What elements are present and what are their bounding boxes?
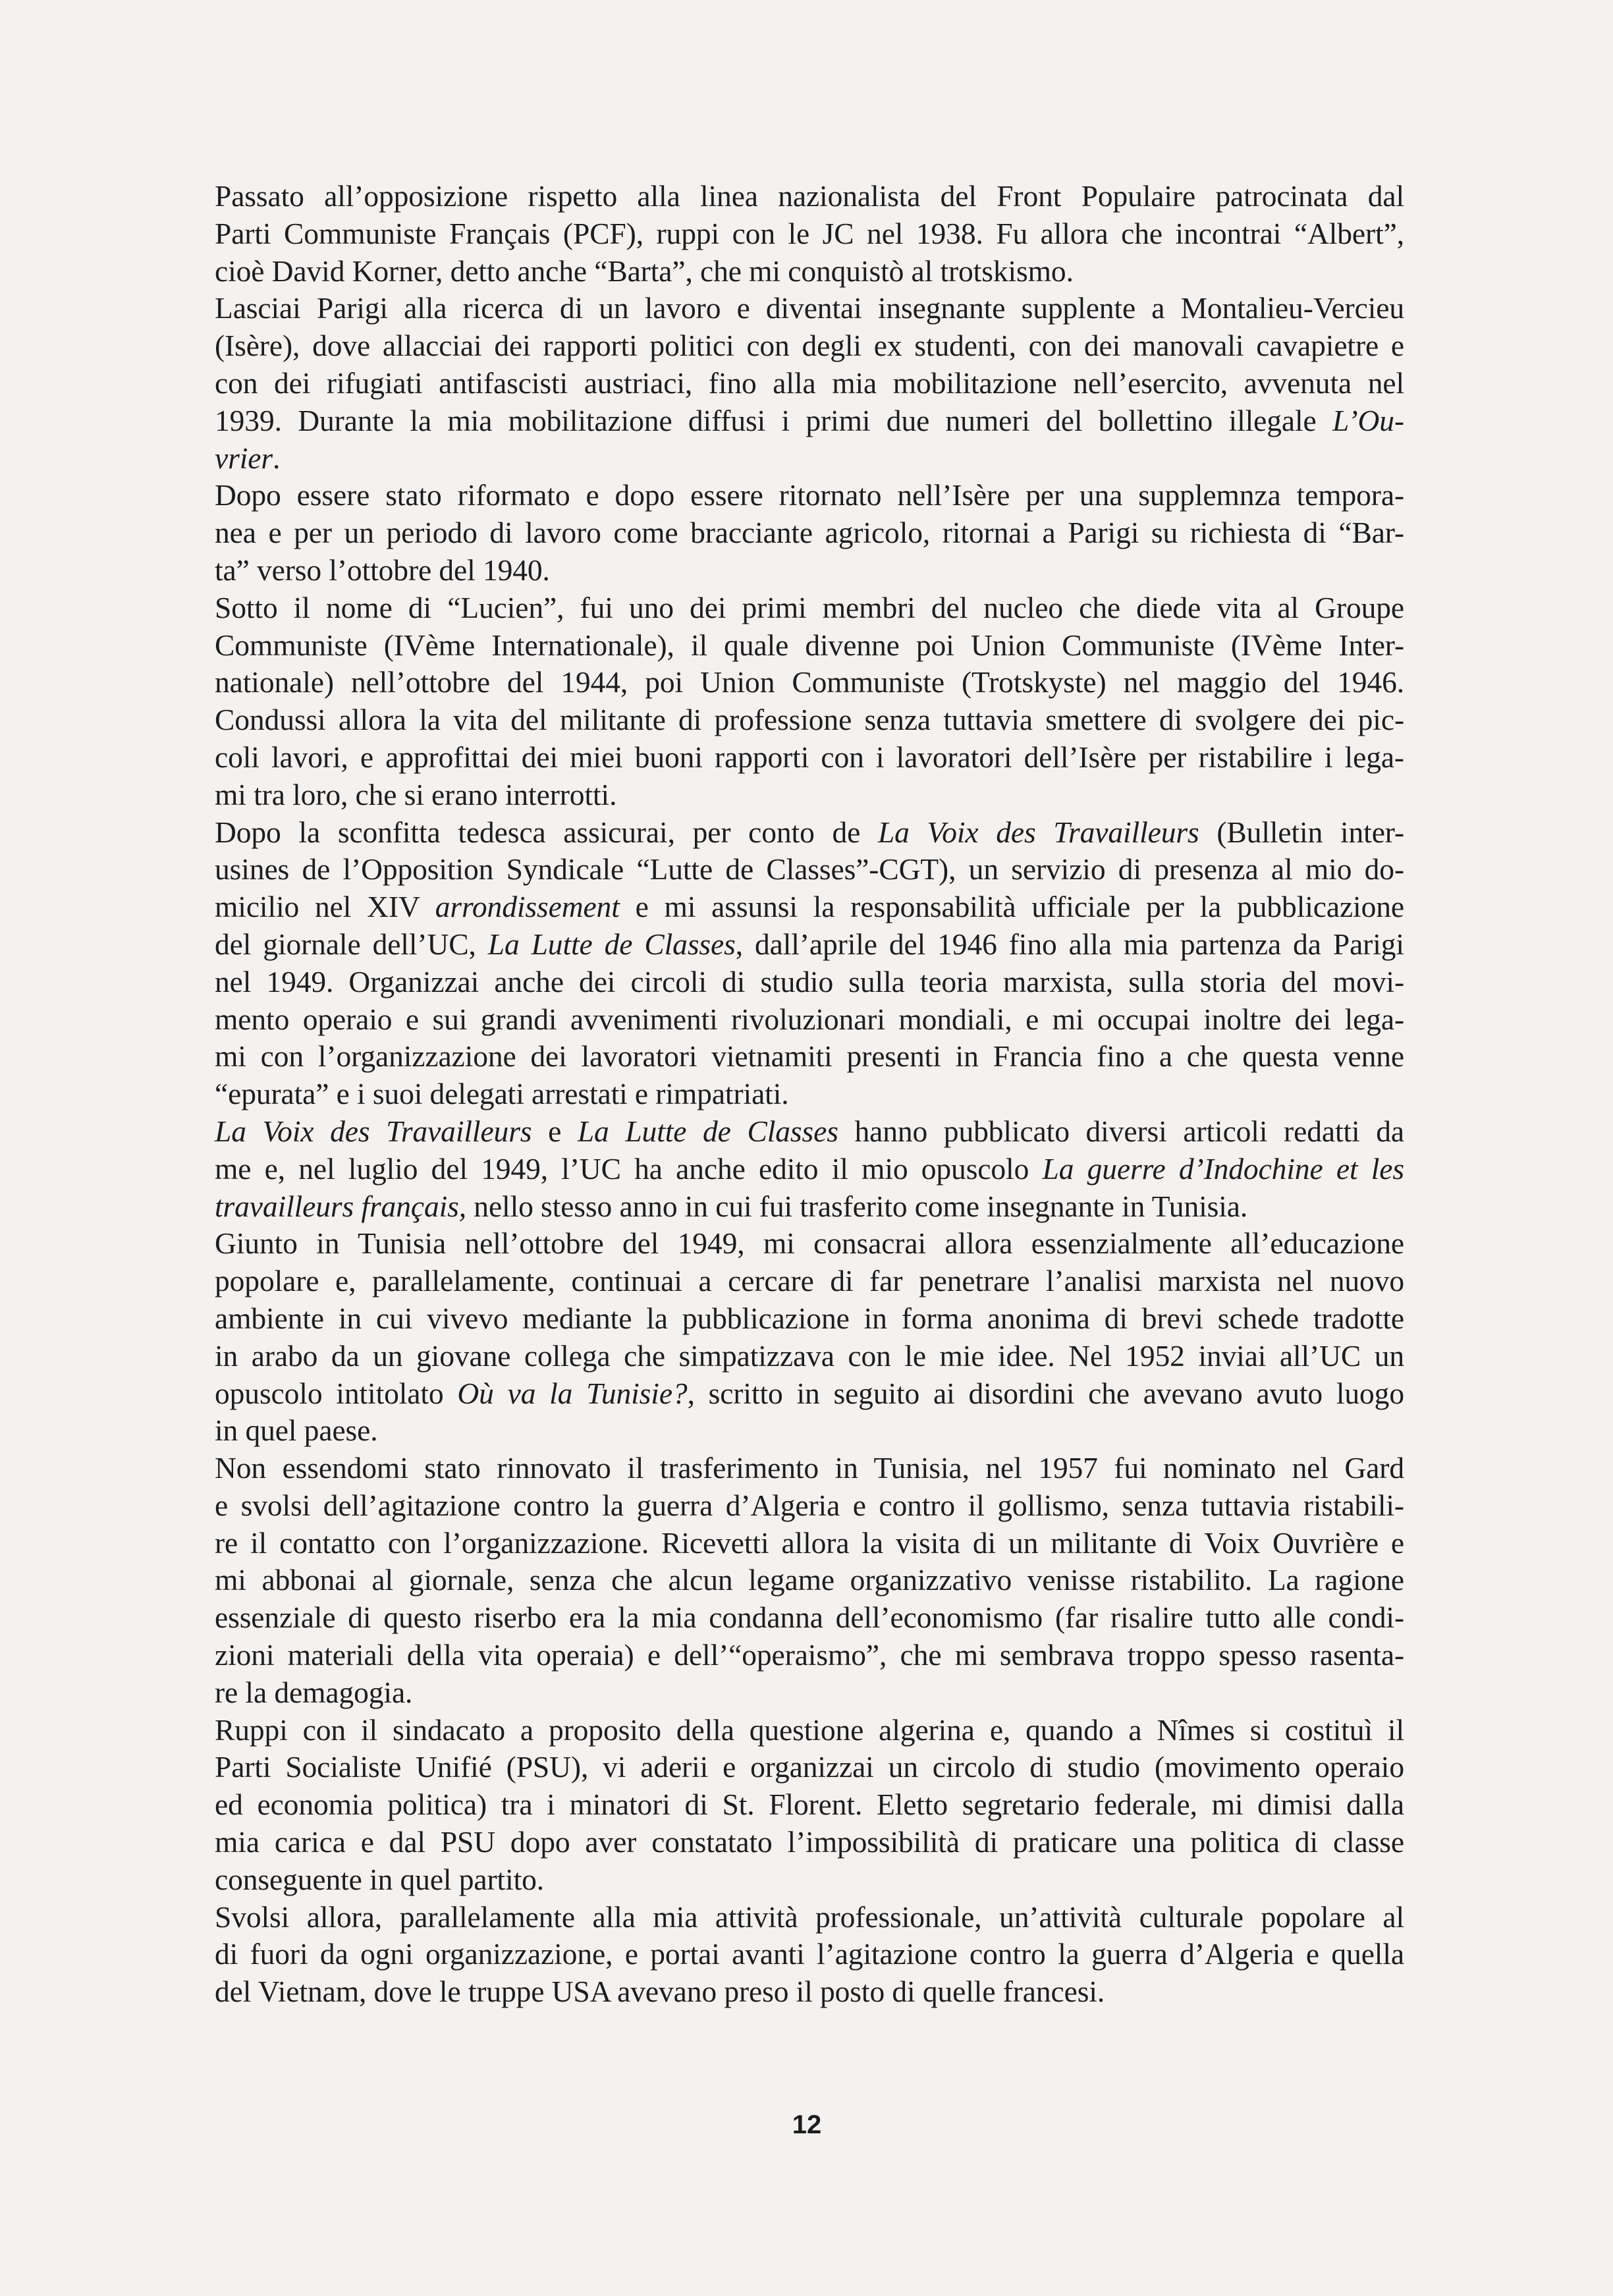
- paragraph-3: [215, 477, 1404, 589]
- text-line: Passato all’opposizione rispetto alla linea nazionalista del Front Populaire patrocinata dal: [215, 179, 1404, 213]
- text-line: e svolsi dell’agitazione contro la guerra d’Algeria e contro il gollismo, senza tuttavia ristabili-: [215, 1488, 1404, 1522]
- text-line: nel 1949. Organizzai anche dei circoli di studio sulla teoria marxista, sulla storia del movi-: [215, 964, 1404, 998]
- paragraph-1: [215, 178, 1404, 290]
- text-line: zioni materiali della vita operaia) e dell’“operaismo”, che mi sembrava troppo spesso rasenta-: [215, 1638, 1404, 1672]
- text-line: Lasciai Parigi alla ricerca di un lavoro e diventai insegnante supplente a Montalieu-Vercieu: [215, 291, 1404, 325]
- text-line: Communiste (IVème Internationale), il quale divenne poi Union Communiste (IVème Inter-: [215, 628, 1404, 662]
- text-line: Svolsi allora, parallelamente alla mia attività professionale, un’attività culturale popolare al: [215, 1900, 1404, 1934]
- body-text: [215, 178, 1404, 2011]
- paragraph-4: [215, 589, 1404, 814]
- text-line: micilio nel XIV arrondissement e mi assunsi la responsabilità ufficiale per la pubblicazione: [215, 890, 1404, 924]
- text-line: ambiente in cui vivevo mediante la pubblicazione in forma anonima di brevi schede tradotte: [215, 1301, 1404, 1335]
- text-line: Parti Communiste Français (PCF), ruppi con le JC nel 1938. Fu allora che incontrai “Albert”,: [215, 216, 1404, 250]
- text-line: Dopo essere stato riformato e dopo essere ritornato nell’Isère per una supplemnza tempora-: [215, 478, 1404, 512]
- text-line: vrier.: [215, 441, 281, 475]
- text-line: nationale) nell’ottobre del 1944, poi Union Communiste (Trotskyste) nel maggio del 1946.: [215, 665, 1404, 699]
- text-line: mi tra loro, che si erano interrotti.: [215, 777, 617, 811]
- paragraph-10: [215, 1899, 1404, 2011]
- text-line: in arabo da un giovane collega che simpatizzava con le mie idee. Nel 1952 inviai all’UC un: [215, 1338, 1404, 1373]
- text-line: coli lavori, e approfittai dei miei buoni rapporti con i lavoratori dell’Isère per ristabilire i lega-: [215, 740, 1404, 774]
- text-line: cioè David Korner, detto anche “Barta”, che mi conquistò al trotskismo.: [215, 254, 1074, 288]
- text-line: Condussi allora la vita del militante di professione senza tuttavia smettere di svolgere dei pic-: [215, 703, 1404, 737]
- text-line: del giornale dell’UC, La Lutte de Classes, dall’aprile del 1946 fino alla mia partenza da Parigi: [215, 927, 1404, 961]
- text-line: mento operaio e sui grandi avvenimenti rivoluzionari mondiali, e mi occupai inoltre dei lega-: [215, 1002, 1404, 1036]
- paragraph-9: [215, 1712, 1404, 1899]
- text-line: mia carica e dal PSU dopo aver constatato l’impossibilità di praticare una politica di classe: [215, 1825, 1404, 1859]
- text-line: usines de l’Opposition Syndicale “Lutte de Classes”-CGT), un servizio di presenza al mio do-: [215, 852, 1404, 887]
- paragraph-8: [215, 1450, 1404, 1712]
- text-line: conseguente in quel partito.: [215, 1862, 545, 1896]
- text-line: mi con l’organizzazione dei lavoratori vietnamiti presenti in Francia fino a che questa venne: [215, 1039, 1404, 1074]
- text-line: essenziale di questo riserbo era la mia condanna dell’economismo (far risalire tutto alle condi-: [215, 1600, 1404, 1635]
- text-line: 1939. Durante la mia mobilitazione diffusi i primi due numeri del bollettino illegale L’Ou-: [215, 403, 1404, 437]
- text-line: travailleurs français, nello stesso anno in cui fui trasferito come insegnante in Tunisia.: [215, 1189, 1248, 1223]
- text-line: re la demagogia.: [215, 1675, 413, 1709]
- text-line: nea e per un periodo di lavoro come bracciante agricolo, ritornai a Parigi su richiesta di “Bar-: [215, 516, 1404, 550]
- paragraph-2: [215, 290, 1404, 477]
- paragraph-5: [215, 814, 1404, 1113]
- text-line: del Vietnam, dove le truppe USA avevano preso il posto di quelle francesi.: [215, 1975, 1105, 2009]
- text-line: Ruppi con il sindacato a proposito della questione algerina e, quando a Nîmes si costituì il: [215, 1712, 1404, 1747]
- text-line: in quel paese.: [215, 1413, 378, 1448]
- text-line: re il contatto con l’organizzazione. Ricevetti allora la visita di un militante di Voix Ouvrière e: [215, 1525, 1404, 1560]
- paragraph-6: [215, 1113, 1404, 1225]
- text-line: Parti Socialiste Unifié (PSU), vi aderii e organizzai un circolo di studio (movimento operaio: [215, 1750, 1404, 1784]
- text-line: Dopo la sconfitta tedesca assicurai, per conto de La Voix des Travailleurs (Bulletin inter-: [215, 815, 1404, 849]
- paragraph-7: [215, 1225, 1404, 1450]
- text-line: con dei rifugiati antifascisti austriaci, fino alla mia mobilitazione nell’esercito, avvenuta nel: [215, 366, 1404, 400]
- text-line: opuscolo intitolato Où va la Tunisie?, scritto in seguito ai disordini che avevano avuto luogo: [215, 1376, 1404, 1410]
- text-line: Sotto il nome di “Lucien”, fui uno dei primi membri del nucleo che diede vita al Groupe: [215, 590, 1404, 624]
- text-line: me e, nel luglio del 1949, l’UC ha anche edito il mio opuscolo La guerre d’Indochine et les: [215, 1151, 1404, 1186]
- text-line: di fuori da ogni organizzazione, e portai avanti l’agitazione contro la guerra d’Algeria e quella: [215, 1937, 1404, 1971]
- text-line: Giunto in Tunisia nell’ottobre del 1949, mi consacrai allora essenzialmente all’educazione: [215, 1226, 1404, 1261]
- text-line: Non essendomi stato rinnovato il trasferimento in Tunisia, nel 1957 fui nominato nel Gard: [215, 1451, 1404, 1485]
- text-line: mi abbonai al giornale, senza che alcun legame organizzativo venisse ristabilito. La ragione: [215, 1563, 1404, 1597]
- text-line: (Isère), dove allacciai dei rapporti politici con degli ex studenti, con dei manovali cavapietre e: [215, 329, 1404, 363]
- text-line: ed economia politica) tra i minatori di St. Florent. Eletto segretario federale, mi dimisi dalla: [215, 1788, 1404, 1822]
- text-line: ta” verso l’ottobre del 1940.: [215, 553, 550, 587]
- page-number: 12: [792, 2110, 822, 2139]
- text-line: “epurata” e i suoi delegati arrestati e rimpatriati.: [215, 1077, 789, 1111]
- text-line: La Voix des Travailleurs e La Lutte de Classes hanno pubblicato diversi articoli redatti da: [215, 1114, 1404, 1148]
- text-line: popolare e, parallelamente, continuai a cercare di far penetrare l’analisi marxista nel nuovo: [215, 1264, 1404, 1298]
